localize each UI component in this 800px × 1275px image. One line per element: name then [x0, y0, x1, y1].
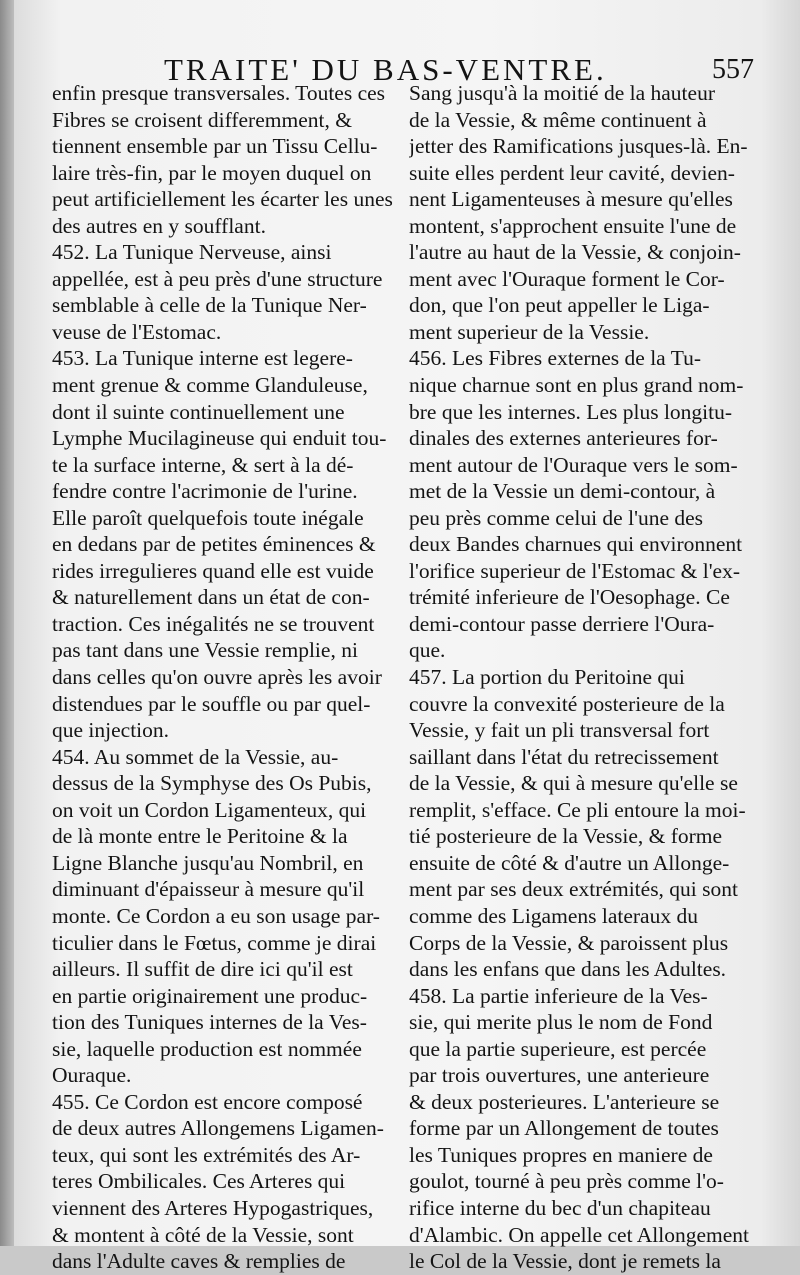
text-line: nent Ligamenteuses à mesure qu'elles [409, 187, 733, 212]
text-line: sie, laquelle production est nommée [52, 1036, 362, 1061]
text-line: veuse de l'Estomac. [52, 319, 222, 344]
text-line: sie, qui merite plus le nom de Fond [409, 1010, 713, 1035]
text-line: dans les enfans que dans les Adultes. [409, 957, 727, 982]
text-line: 452. La Tunique Nerveuse, ainsi [52, 240, 332, 265]
text-line: & deux posterieures. L'anterieure se [409, 1089, 720, 1114]
text-line: par trois ouvertures, une anterieure [409, 1063, 710, 1088]
text-line: saillant dans l'état du retrecissement [409, 744, 719, 769]
text-line: dessus de la Symphyse des Os Pubis, [52, 771, 372, 796]
text-line: Ouraque. [52, 1063, 132, 1088]
text-line: de la Vessie, & qui à mesure qu'elle se [409, 771, 738, 796]
text-line: fendre contre l'acrimonie de l'urine. [52, 479, 358, 504]
text-line: enfin presque transversales. Toutes ces [52, 81, 386, 105]
right-text-column [409, 80, 757, 1275]
text-line: 453. La Tunique interne est legere- [52, 346, 353, 371]
text-line: dans l'Adulte caves & remplies de [52, 1249, 346, 1274]
text-line: don, que l'on peut appeller le Liga- [409, 293, 710, 318]
text-line: de la Vessie, & même continuent à [409, 107, 707, 132]
text-line: le Col de la Vessie, dont je remets la [409, 1249, 721, 1274]
text-line: on voit un Cordon Ligamenteux, qui [52, 797, 367, 822]
text-line: l'autre au haut de la Vessie, & conjoin- [409, 240, 741, 265]
text-line: en dedans par de petites éminences & [52, 532, 376, 557]
text-line: goulot, tourné à peu près comme l'o- [409, 1169, 724, 1194]
text-line: ailleurs. Il suffit de dire ici qu'il est [52, 957, 353, 982]
text-line: distendues par le souffle ou par quel- [52, 691, 371, 716]
text-line: de deux autres Allongemens Ligamen- [52, 1116, 384, 1141]
page-gutter-shadow [0, 0, 14, 1246]
text-line: met de la Vessie un demi-contour, à [409, 479, 716, 504]
text-line: que injection. [52, 718, 170, 743]
text-line: 458. La partie inferieure de la Ves- [409, 983, 708, 1008]
text-line: trémité inferieure de l'Oesophage. Ce [409, 585, 730, 610]
text-line: des autres en y soufflant. [52, 213, 266, 238]
text-line: 455. Ce Cordon est encore composé [52, 1089, 363, 1114]
text-line: tié posterieure de la Vessie, & forme [409, 824, 723, 849]
text-line: semblable à celle de la Tunique Ner- [52, 293, 367, 318]
page-number: 557 [712, 54, 754, 85]
text-line: 454. Au sommet de la Vessie, au- [52, 744, 339, 769]
text-line: remplit, s'efface. Ce pli entoure la moi- [409, 797, 746, 822]
text-line: d'Alambic. On appelle cet Allongement [409, 1222, 750, 1247]
text-line: de là monte entre le Peritoine & la [52, 824, 348, 849]
text-line: Elle paroît quelquefois toute inégale [52, 505, 364, 530]
book-page [14, 0, 800, 1274]
text-line: appellée, est à peu près d'une structure [52, 266, 383, 291]
text-line: diminuant d'épaisseur à mesure qu'il [52, 877, 365, 902]
text-line: ment autour de l'Ouraque vers le som- [409, 452, 738, 477]
text-line: bre que les internes. Les plus longitu- [409, 399, 733, 424]
text-line: comme des Ligamens lateraux du [409, 903, 698, 928]
text-line: teux, qui sont les extrémités des Ar- [52, 1142, 361, 1167]
text-line: Fibres se croisent differemment, & [52, 107, 352, 132]
text-line: tiennent ensemble par un Tissu Cellu- [52, 134, 378, 159]
text-line: Sang jusqu'à la moitié de la hauteur [409, 81, 715, 105]
text-line: deux Bandes charnues qui environnent [409, 532, 743, 557]
text-line: en partie originairement une produc- [52, 983, 368, 1008]
text-line: teres Ombilicales. Ces Arteres qui [52, 1169, 346, 1194]
text-line: ment grenue & comme Glanduleuse, [52, 373, 368, 398]
text-line: ment superieur de la Vessie. [409, 319, 650, 344]
text-line: Ligne Blanche jusqu'au Nombril, en [52, 850, 364, 875]
text-line: traction. Ces inégalités ne se trouvent [52, 611, 375, 636]
text-line: Lymphe Mucilagineuse qui enduit tou- [52, 426, 387, 451]
text-line: peut artificiellement les écarter les unes [52, 187, 393, 212]
text-line: montent, s'approchent ensuite l'une de [409, 213, 737, 238]
text-line: l'orifice superieur de l'Estomac & l'ex- [409, 558, 741, 583]
text-line: demi-contour passe derriere l'Oura- [409, 611, 715, 636]
text-line: laire très-fin, par le moyen duquel on [52, 160, 372, 185]
text-line: couvre la convexité posterieure de la [409, 691, 725, 716]
text-line: & naturellement dans un état de con- [52, 585, 370, 610]
text-line: 456. Les Fibres externes de la Tu- [409, 346, 702, 371]
text-line: peu près comme celui de l'une des [409, 505, 704, 530]
running-title: TRAITE' DU BAS-VENTRE. [164, 52, 607, 87]
text-line: les Tuniques propres en maniere de [409, 1142, 713, 1167]
text-line: que. [409, 638, 446, 663]
text-line: monte. Ce Cordon a eu son usage par- [52, 903, 380, 928]
text-line: viennent des Arteres Hypogastriques, [52, 1195, 374, 1220]
text-line: ticulier dans le Fœtus, comme je dirai [52, 930, 377, 955]
text-line: dont il suinte continuellement une [52, 399, 345, 424]
text-line: ment avec l'Ouraque forment le Cor- [409, 266, 725, 291]
text-line: & montent à côté de la Vessie, sont [52, 1222, 354, 1247]
text-line: suite elles perdent leur cavité, devien- [409, 160, 735, 185]
text-line: nique charnue sont en plus grand nom- [409, 373, 744, 398]
text-line: rides irregulieres quand elle est vuide [52, 558, 374, 583]
text-line: te la surface interne, & sert à la dé- [52, 452, 354, 477]
text-line: Corps de la Vessie, & paroissent plus [409, 930, 729, 955]
text-line: jetter des Ramifications jusques-là. En- [409, 134, 748, 159]
left-text-column [52, 80, 394, 1275]
text-line: ment par ses deux extrémités, qui sont [409, 877, 738, 902]
text-line: 457. La portion du Peritoine qui [409, 665, 685, 690]
text-line: dinales des externes anterieures for- [409, 426, 718, 451]
text-line: pas tant dans une Vessie remplie, ni [52, 638, 358, 663]
text-line: rifice interne du bec d'un chapiteau [409, 1195, 711, 1220]
text-line: Vessie, y fait un pli transversal fort [409, 718, 710, 743]
text-line: dans celles qu'on ouvre après les avoir [52, 665, 382, 690]
text-line: ensuite de côté & d'autre un Allonge- [409, 850, 730, 875]
text-line: forme par un Allongement de toutes [409, 1116, 719, 1141]
text-line: que la partie superieure, est percée [409, 1036, 707, 1061]
text-line: tion des Tuniques internes de la Ves- [52, 1010, 367, 1035]
